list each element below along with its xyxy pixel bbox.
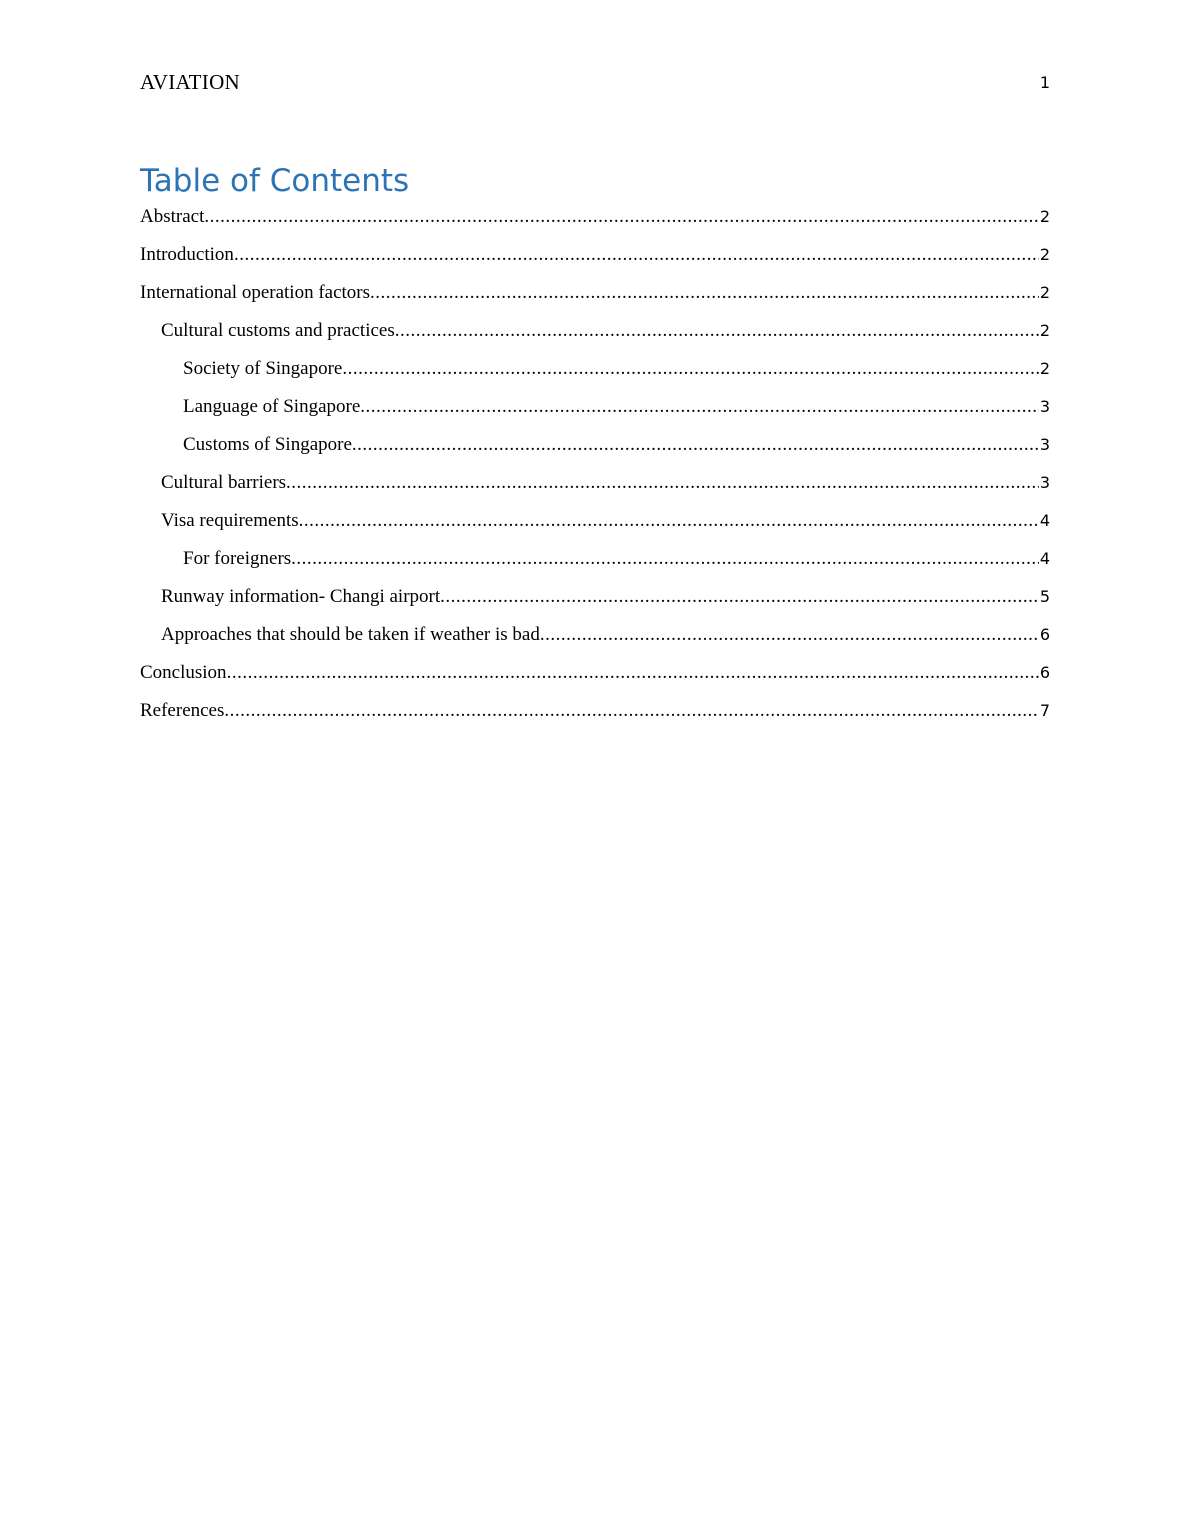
toc-entry-society-of-singapore[interactable] (140, 350, 1050, 388)
toc-entry-international-operation-factors[interactable] (140, 274, 1050, 312)
toc-entry-label: References (140, 700, 225, 721)
toc-entry-page: 3 (1039, 397, 1050, 416)
dot-leader (224, 692, 1038, 730)
toc-entry-label: Customs of Singapore (183, 434, 352, 455)
toc-entry-label: Society of Singapore (183, 358, 343, 379)
toc-entry-introduction[interactable] (140, 236, 1050, 274)
toc-entry-label: Visa requirements (161, 510, 299, 531)
toc-entry-runway-information[interactable] (140, 578, 1050, 616)
dot-leader (299, 502, 1039, 540)
toc-entry-conclusion[interactable] (140, 654, 1050, 692)
dot-leader (291, 540, 1039, 578)
toc-entry-label: Abstract (140, 206, 205, 227)
toc-entry-label: Conclusion (140, 662, 227, 683)
toc-entry-page: 6 (1039, 625, 1050, 644)
toc-entry-references[interactable] (140, 692, 1050, 730)
dot-leader (370, 274, 1039, 312)
toc-entry-label: International operation factors (140, 282, 371, 303)
toc-entry-page: 2 (1039, 207, 1050, 226)
toc-entry-page: 4 (1039, 549, 1050, 568)
toc-entry-cultural-customs[interactable] (140, 312, 1050, 350)
toc-entry-page: 2 (1039, 245, 1050, 264)
dot-leader (395, 312, 1039, 350)
toc-entry-language-of-singapore[interactable] (140, 388, 1050, 426)
toc-entry-page: 6 (1039, 663, 1050, 682)
page-number: 1 (1039, 73, 1050, 92)
dot-leader (360, 388, 1039, 426)
toc-entry-label: For foreigners (183, 548, 292, 569)
toc-entry-for-foreigners[interactable] (140, 540, 1050, 578)
toc-entry-label: Introduction (140, 244, 234, 265)
toc-entry-page: 2 (1039, 283, 1050, 302)
dot-leader (234, 236, 1039, 274)
toc-entry-label: Runway information- Changi airport (161, 586, 441, 607)
toc-entry-abstract[interactable] (140, 198, 1050, 236)
dot-leader (286, 464, 1039, 502)
toc-entry-page: 4 (1039, 511, 1050, 530)
toc-entry-page: 5 (1039, 587, 1050, 606)
dot-leader (342, 350, 1038, 388)
running-head: AVIATION (140, 70, 241, 94)
toc-entry-customs-of-singapore[interactable] (140, 426, 1050, 464)
toc-entry-visa-requirements[interactable] (140, 502, 1050, 540)
toc-entry-label: Cultural customs and practices (161, 320, 395, 341)
dot-leader (540, 616, 1039, 654)
toc-entry-label: Cultural barriers (161, 472, 287, 493)
dot-leader (204, 198, 1038, 236)
toc-entry-cultural-barriers[interactable] (140, 464, 1050, 502)
toc-entry-page: 3 (1039, 435, 1050, 454)
toc-entry-page: 7 (1039, 701, 1050, 720)
table-of-contents (140, 198, 1050, 730)
toc-entry-page: 3 (1039, 473, 1050, 492)
dot-leader (227, 654, 1039, 692)
dot-leader (352, 426, 1039, 464)
toc-entry-page: 2 (1039, 321, 1050, 340)
toc-title: Table of Contents (140, 163, 410, 199)
toc-entry-label: Language of Singapore (183, 396, 361, 417)
toc-entry-page: 2 (1039, 359, 1050, 378)
toc-entry-label: Approaches that should be taken if weather is bad (161, 624, 540, 645)
toc-entry-bad-weather-approaches[interactable] (140, 616, 1050, 654)
dot-leader (440, 578, 1039, 616)
